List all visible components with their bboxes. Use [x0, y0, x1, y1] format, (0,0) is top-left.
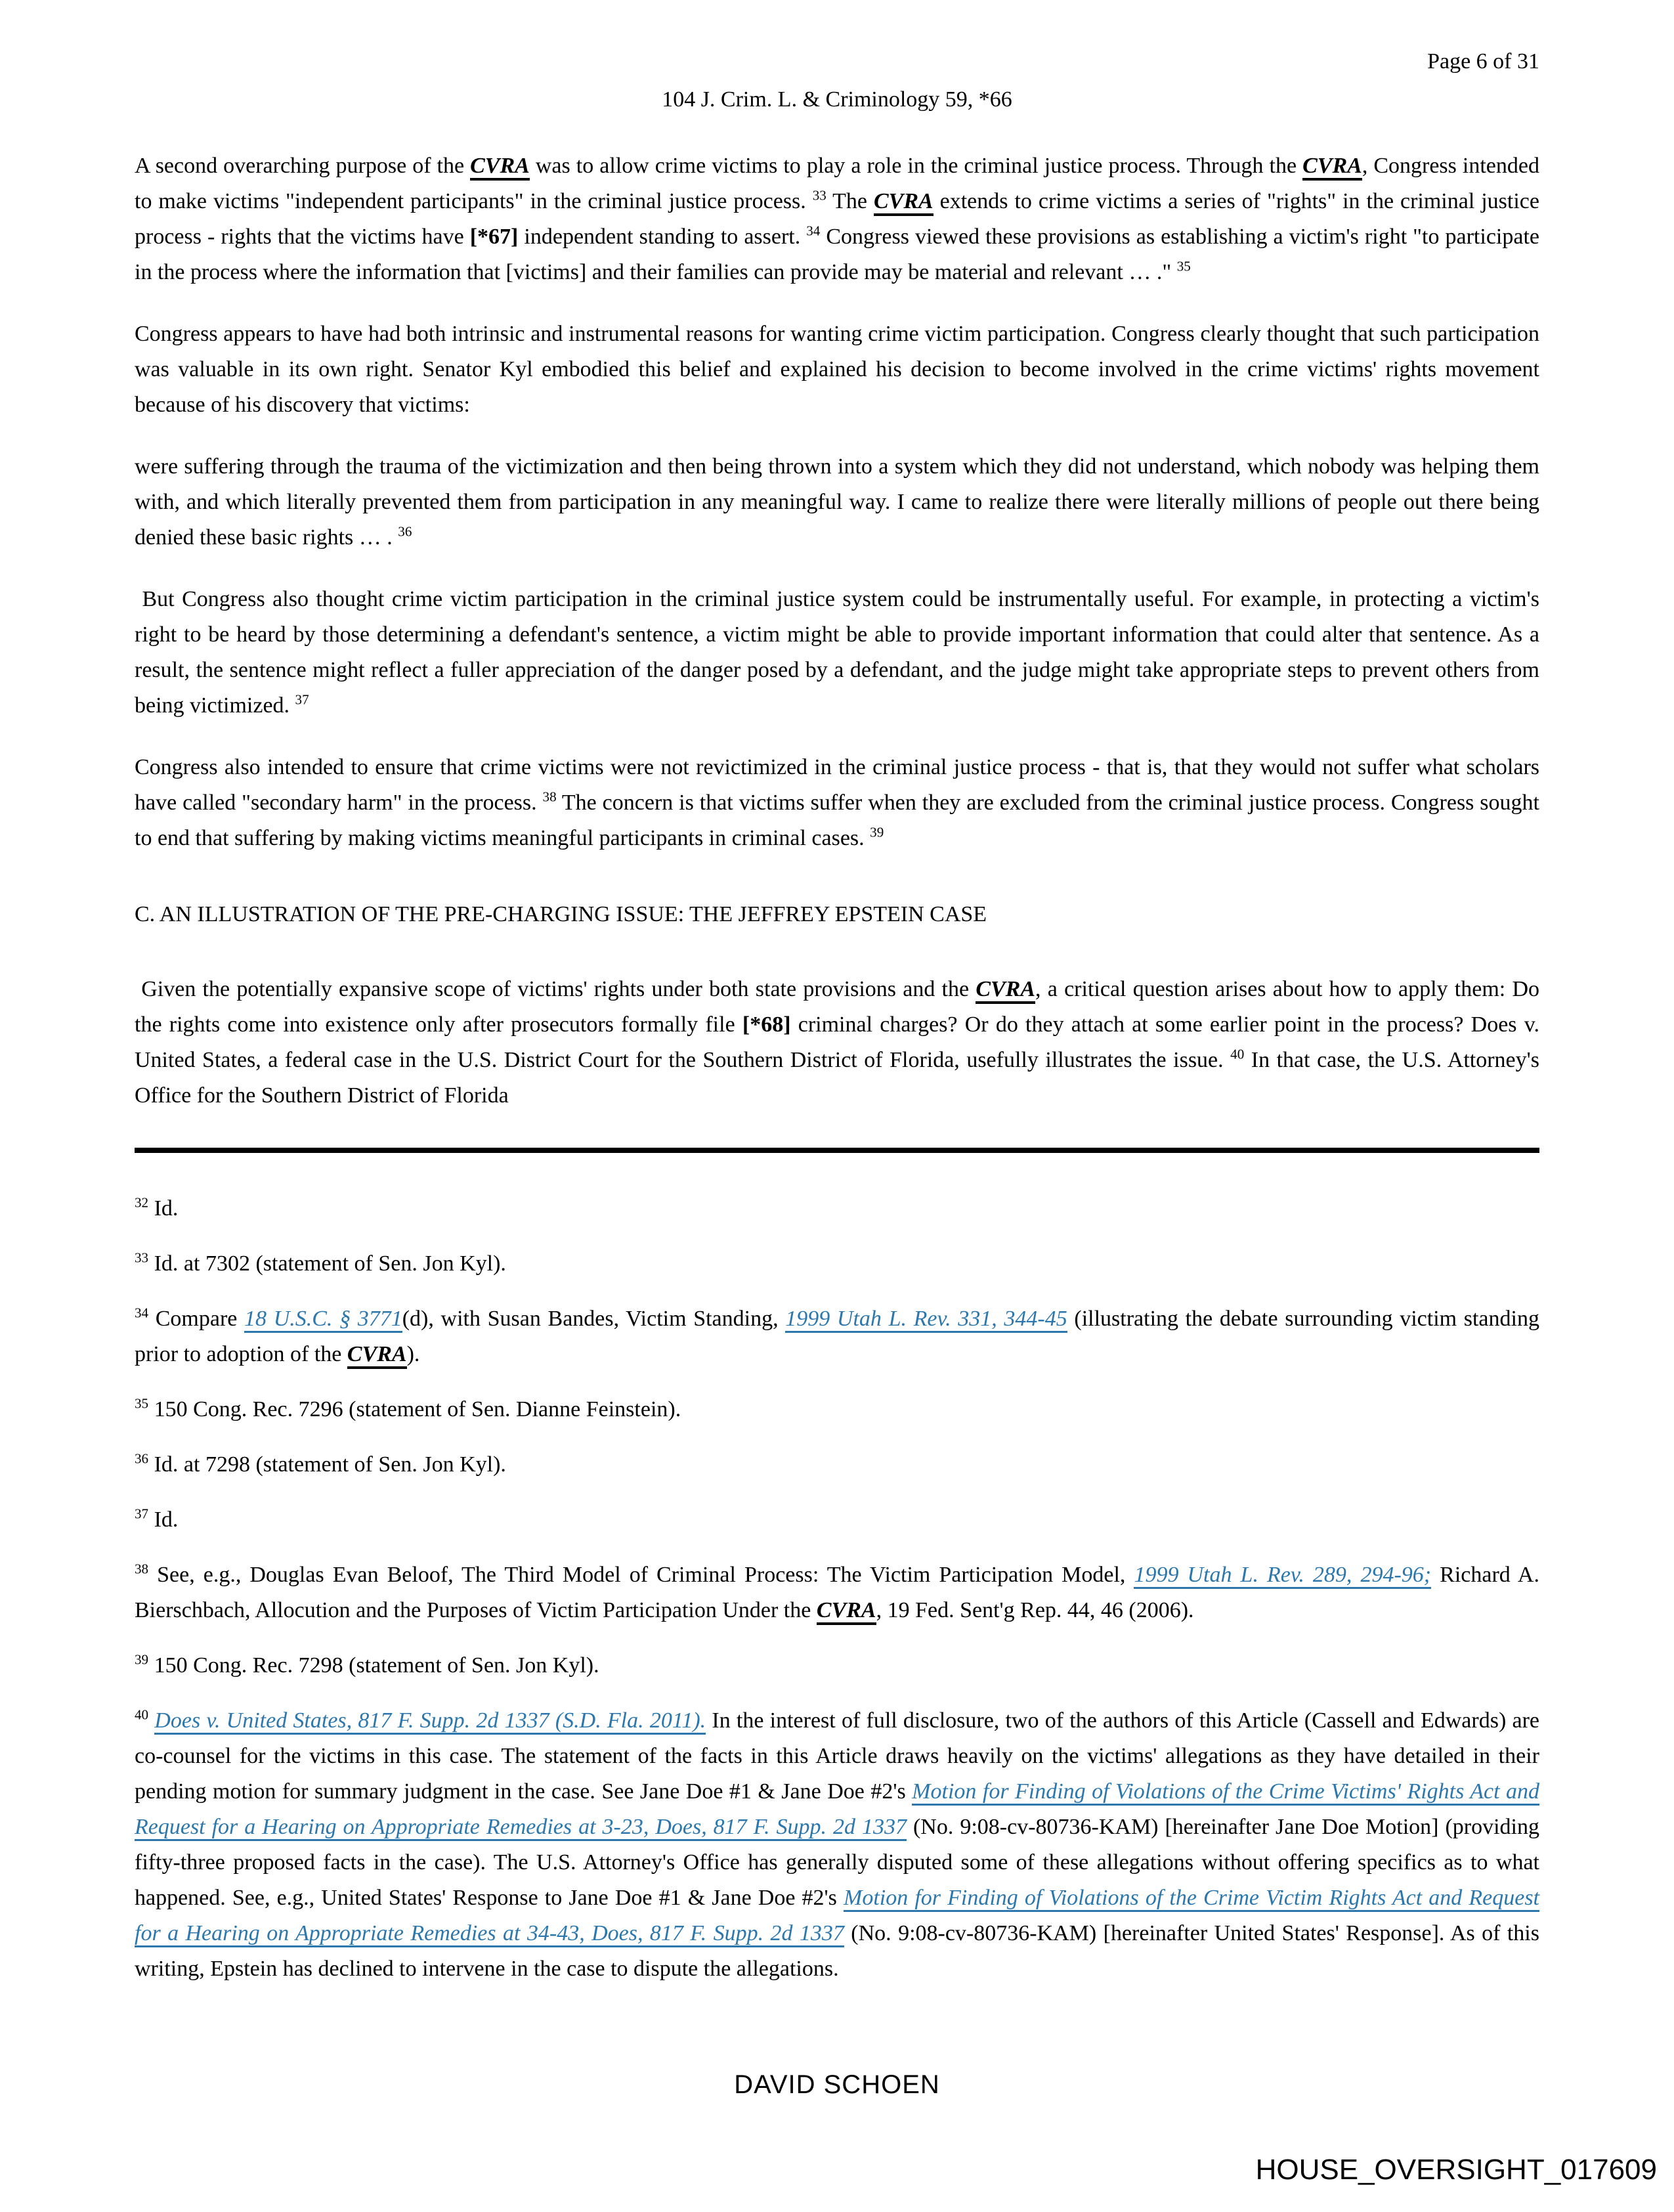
footnote	[135, 1502, 1539, 1538]
text-segment: were suffering through the trauma of the victimization and then being thrown into a system which they did not understand, which nobody was helping them with, and which literally prevented them from participation in any meaningful way. I came to realize there were literally millions of people out there being denied these basic rights … .	[135, 454, 1539, 550]
footnote-marker: 40	[135, 1706, 149, 1723]
footnote-marker: 34	[806, 223, 821, 239]
page-break-marker: [*68]	[742, 1012, 791, 1037]
citation-header: 104 J. Crim. L. & Criminology 59, *66	[662, 87, 1012, 112]
cvra-term: CVRA	[470, 154, 530, 181]
body-paragraph	[135, 582, 1539, 724]
text-segment: 150 Cong. Rec. 7298 (statement of Sen. Jon Kyl).	[148, 1653, 599, 1678]
body-paragraph	[135, 148, 1539, 290]
footnote-marker: 36	[135, 1450, 149, 1467]
text-segment: Richard A. Bierschbach, Allocution and the Purposes of Victim Participation Under the	[135, 1563, 1539, 1622]
text-segment: extends to crime victims a series of "rights" in the criminal justice process - rights that the victims have	[135, 189, 1539, 249]
footnote	[135, 1703, 1539, 1987]
footnote-marker: 38	[135, 1561, 149, 1577]
cvra-term: CVRA	[874, 189, 934, 216]
footnote	[135, 1246, 1539, 1282]
cvra-term: CVRA	[976, 977, 1035, 1004]
text-segment: Id.	[148, 1507, 179, 1532]
text-segment: The concern is that victims suffer when they are excluded from the criminal justice process. Congress sought to end that suffering by making victims meaningful participants in criminal cases.	[135, 791, 1539, 850]
body-paragraph	[135, 972, 1539, 1114]
text-segment: Id. at 7302 (statement of Sen. Jon Kyl).	[148, 1251, 506, 1276]
footnote	[135, 1191, 1539, 1226]
text-segment: But Congress also thought crime victim participation in the criminal justice system could be instrumentally useful. For example, in protecting a victim's right to be heard by those determining a defendant's sentence, a victim might be able to provide important information that could alter that sentence. As a result, the sentence might reflect a fuller appreciation of the danger posed by a defendant, and the judge might take appropriate steps to prevent others from being victimized.	[135, 587, 1539, 718]
footnote-marker: 35	[135, 1395, 149, 1412]
footnote-marker: 38	[542, 789, 557, 805]
text-segment: (No. 9:08-cv-80736-KAM) [hereinafter Jane Doe Motion] (providing fifty-three proposed facts in the case). The U.S. Attorney's Office has generally disputed some of these allegations without offering specifics as to what happened. See, e.g., United States' Response to Jane Doe #1 & Jane Doe #2's	[135, 1815, 1539, 1910]
citation-link[interactable]: 1999 Utah L. Rev. 289, 294-96;	[1134, 1563, 1431, 1589]
text-segment: Compare	[148, 1307, 245, 1331]
footnote	[135, 1557, 1539, 1628]
text-segment: , Congress intended to make victims "independent participants" in the criminal justice process.	[135, 154, 1539, 213]
text-segment: A second overarching purpose of the	[135, 154, 471, 178]
page-number: Page 6 of 31	[1427, 49, 1539, 74]
body-paragraph	[135, 316, 1539, 423]
text-segment: Given the potentially expansive scope of victims' rights under both state provisions and the	[135, 977, 976, 1001]
cvra-term: CVRA	[817, 1598, 876, 1625]
citation-link[interactable]: 18 U.S.C. § 3771	[244, 1307, 402, 1333]
cvra-term: CVRA	[347, 1342, 407, 1369]
footnote-marker: 36	[398, 523, 412, 540]
footnote-marker: 34	[135, 1305, 149, 1321]
text-segment: 150 Cong. Rec. 7296 (statement of Sen. Dianne Feinstein).	[148, 1397, 681, 1421]
body-paragraph	[135, 750, 1539, 856]
footnote	[135, 1301, 1539, 1372]
footnote	[135, 1447, 1539, 1483]
footnote-marker: 37	[295, 691, 309, 708]
text-segment: Congress also intended to ensure that crime victims were not revictimized in the criminal justice process - that is, that they would not suffer what scholars have called "secondary harm" in the process.	[135, 755, 1539, 815]
text-segment: (d), with Susan Bandes, Victim Standing,	[402, 1307, 786, 1331]
section-heading: C. AN ILLUSTRATION OF THE PRE-CHARGING ISSUE: THE JEFFREY EPSTEIN CASE	[135, 902, 987, 926]
footer-author-name: DAVID SCHOEN	[734, 2070, 940, 2099]
text-segment: Congress appears to have had both intrinsic and instrumental reasons for wanting crime victim participation. Congress clearly thought that such participation was valuable in its own right. Senator Kyl embodied this belief and explained his decision to become involved in the crime victims' rights movement because of his discovery that victims:	[135, 322, 1539, 417]
text-segment: In the interest of full disclosure, two of the authors of this Article (Cassell and Edwards) are co-counsel for the victims in this case. The statement of the facts in this Article draws heavily on the victims' allegations as they have detailed in their pending motion for summary judgment in the case. See Jane Doe #1 & Jane Doe #2's	[135, 1708, 1539, 1804]
footnote-marker: 40	[1230, 1046, 1245, 1062]
citation-link[interactable]: Motion for Finding of Violations of the Crime Victim Rights Act and Request for a Hearing on Appropriate Remedies at 34-43, Does, 817 F. Supp. 2d 1337	[135, 1886, 1539, 1947]
text-segment: Id.	[148, 1196, 179, 1221]
text-segment: See, e.g., Douglas Evan Beloof, The Third Model of Criminal Process: The Victim Participation Model,	[148, 1563, 1134, 1587]
text-segment: Id. at 7298 (statement of Sen. Jon Kyl).	[148, 1452, 506, 1477]
page-break-marker: [*67]	[469, 225, 519, 249]
footnotes-section	[135, 1191, 1539, 1987]
page-content	[135, 0, 1539, 2006]
footnote-marker: 39	[135, 1651, 149, 1668]
footnote-marker: 37	[135, 1506, 149, 1522]
footnote-marker: 39	[870, 824, 884, 840]
text-segment	[148, 1708, 154, 1733]
text-segment: The	[826, 189, 874, 213]
text-segment: criminal charges? Or do they attach at some earlier point in the process? Does v. United States, a federal case in the U.S. District Court for the Southern District of Florida, usefully illustrates the issue.	[135, 1012, 1540, 1072]
footnote-marker: 35	[1176, 258, 1191, 274]
text-segment: was to allow crime victims to play a role in the criminal justice process. Through the	[529, 154, 1303, 178]
text-segment: (illustrating the debate surrounding victim standing prior to adoption of the	[135, 1307, 1539, 1366]
citation-link[interactable]: Motion for Finding of Violations of the Crime Victims' Rights Act and Request for a Hearing on Appropriate Remedies at 3-23, Does, 817 F. Supp. 2d 1337	[135, 1779, 1539, 1841]
text-segment: In that case, the U.S. Attorney's Office for the Southern District of Florida	[135, 1048, 1539, 1108]
cvra-term: CVRA	[1302, 154, 1362, 181]
citation-link[interactable]: 1999 Utah L. Rev. 331, 344-45	[785, 1307, 1067, 1333]
text-segment: , a critical question arises about how to apply them: Do the rights come into existence only after prosecutors formally file	[135, 977, 1539, 1037]
footnote-separator	[135, 1148, 1539, 1153]
footnote	[135, 1648, 1539, 1683]
footnote-marker: 33	[135, 1249, 149, 1266]
footnote	[135, 1392, 1539, 1427]
footnote-marker: 33	[812, 187, 826, 204]
text-segment: ).	[406, 1342, 420, 1366]
text-segment: (No. 9:08-cv-80736-KAM) [hereinafter United States' Response]. As of this writing, Epstein has declined to intervene in the case to dispute the allegations.	[135, 1921, 1539, 1981]
footnote-marker: 32	[135, 1194, 149, 1211]
body-paragraph-quote	[135, 449, 1539, 555]
text-segment: independent standing to assert.	[518, 225, 807, 249]
citation-link[interactable]: Does v. United States, 817 F. Supp. 2d 1337 (S.D. Fla. 2011).	[154, 1708, 706, 1735]
bates-number: HOUSE_OVERSIGHT_017609	[1255, 2154, 1657, 2186]
text-segment: Congress viewed these provisions as establishing a victim's right "to participate in the process where the information that [victims] and their families can provide may be material and relevant … ."	[135, 225, 1539, 284]
text-segment: , 19 Fed. Sent'g Rep. 44, 46 (2006).	[876, 1598, 1194, 1622]
